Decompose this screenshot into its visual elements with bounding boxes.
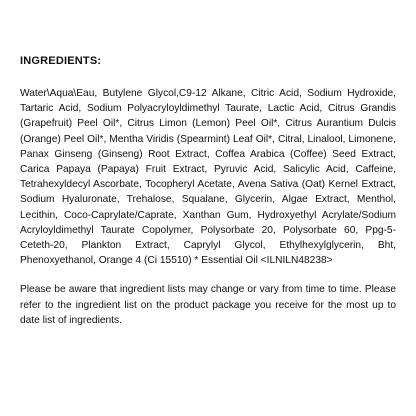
ingredients-heading: INGREDIENTS:	[20, 55, 102, 67]
ingredients-disclaimer: Please be aware that ingredient lists may change or vary from time to time. Please refer to the ingredient list on the product package you receive for the most up to date list of ingredients.	[20, 284, 396, 326]
ingredients-panel	[20, 54, 396, 328]
ingredients-list: Water\Aqua\Eau, Butylene Glycol,C9-12 Alkane, Citric Acid, Sodium Hydroxide, Tartaric Acid, Sodium Polyacryloyldimethyl Taurate, Lactic Acid, Citrus Grandis (Grapefruit) Peel Oil*, Citrus Limon (Lemon) Peel Oil*, Citrus Aurantium Dulcis (Orange) Peel Oil*, Mentha Viridis (Spearmint) Leaf Oil*, Citral, Linalool, Limonene, Panax Ginseng (Ginseng) Root Extract, Coffea Arabica (Coffee) Seed Extract, Carica Papaya (Papaya) Fruit Extract, Pyruvic Acid, Salicylic Acid, Caffeine, Tetrahexyldecyl Ascorbate, Tocopheryl Acetate, Avena Sativa (Oat) Kernel Extract, Sodium Hyaluronate, Trehalose, Squalane, Glycerin, Algae Extract, Menthol, Lecithin, Coco-Caprylate/Caprate, Xanthan Gum, Hydroxyethyl Acrylate/Sodium Acryloyldimethyl Taurate Copolymer, Polysorbate 20, Polysorbate 60, Ppg-5-Ceteth-20, Plankton Extract, Caprylyl Glycol, Ethylhexylglycerin, Bht, Phenoxyethanol, Orange 4 (Ci 15510) * Essential Oil <ILNILN48238>	[20, 88, 396, 267]
